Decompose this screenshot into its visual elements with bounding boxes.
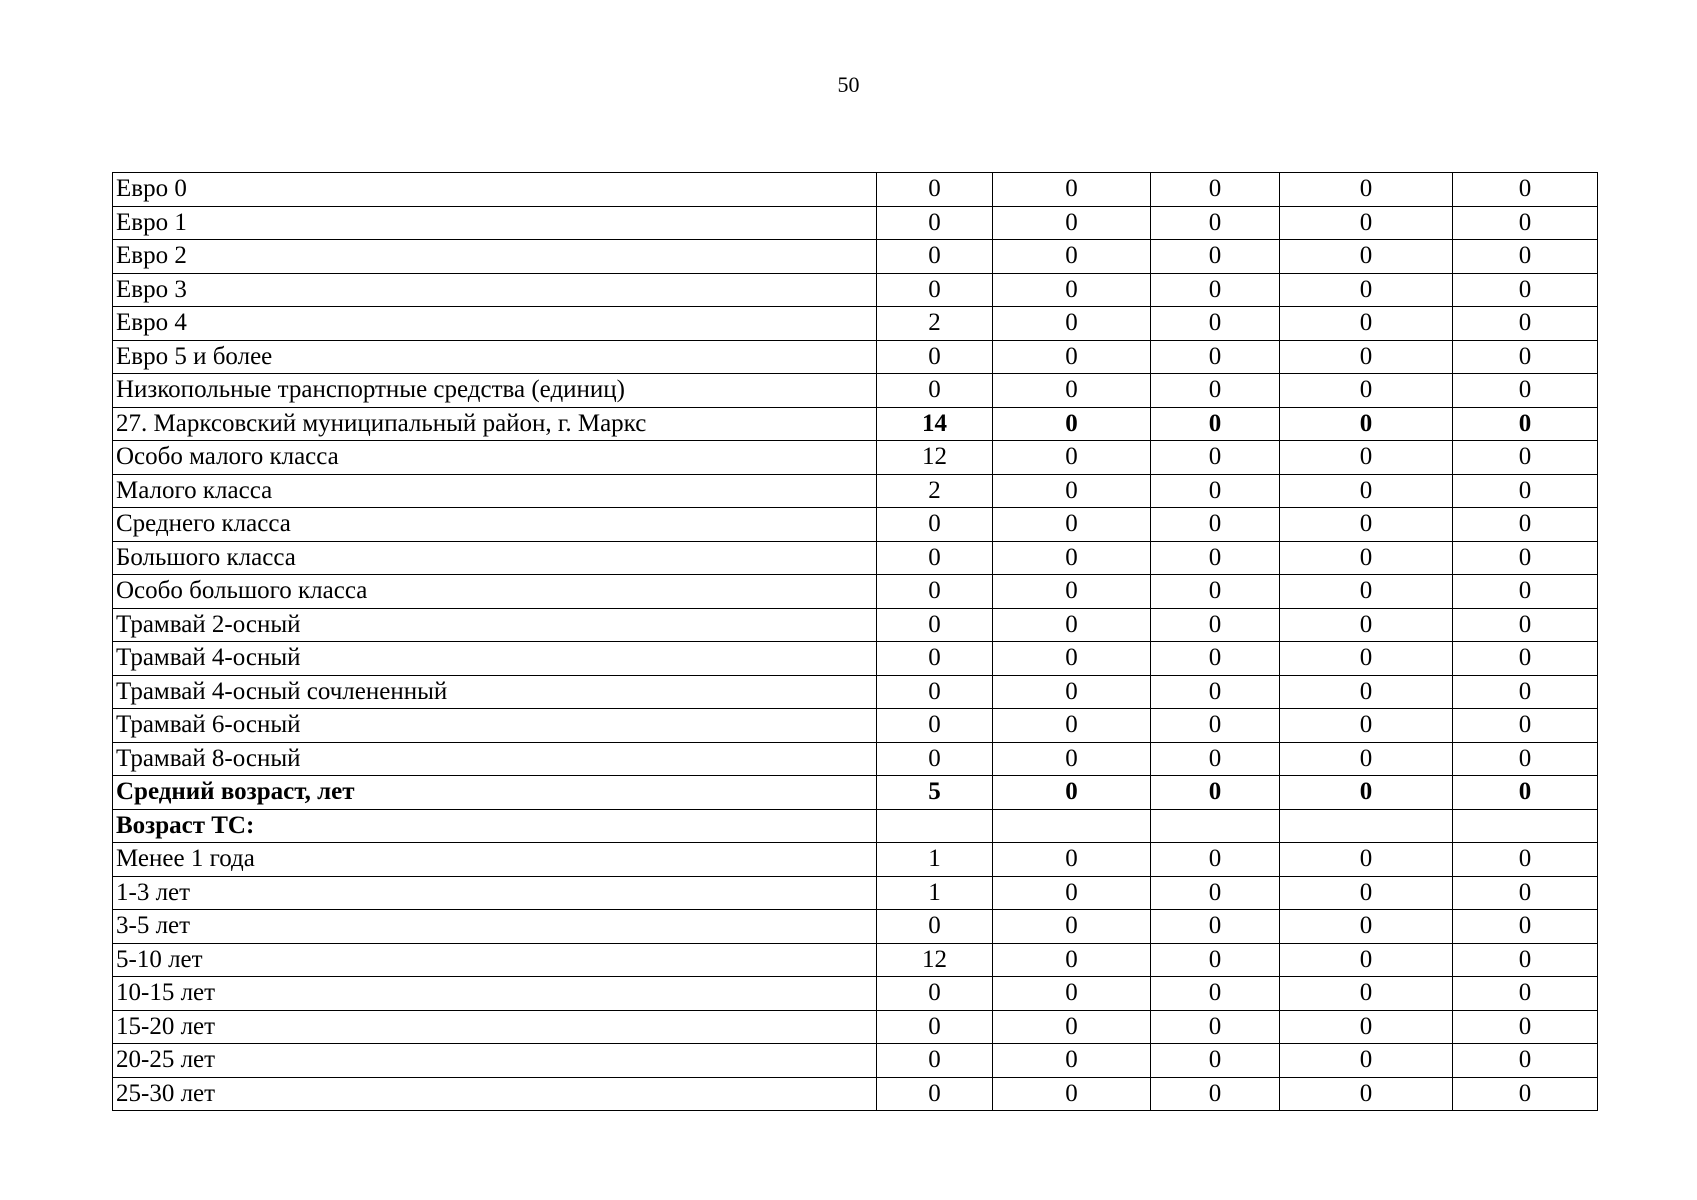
- table-row: [113, 240, 1598, 274]
- row-label: Средний возраст, лет: [113, 776, 877, 810]
- cell-value: 0: [1280, 206, 1453, 240]
- row-label: 5-10 лет: [113, 943, 877, 977]
- cell-value: 0: [1280, 240, 1453, 274]
- cell-value: 0: [993, 943, 1151, 977]
- table-row: [113, 575, 1598, 609]
- table-row: [113, 340, 1598, 374]
- table-row: [113, 1010, 1598, 1044]
- cell-value: 0: [993, 307, 1151, 341]
- cell-value: 0: [877, 173, 993, 207]
- cell-value: 0: [1151, 876, 1280, 910]
- cell-value: 0: [1151, 843, 1280, 877]
- cell-value: 0: [1453, 173, 1598, 207]
- row-label: 15-20 лет: [113, 1010, 877, 1044]
- cell-value: 0: [877, 608, 993, 642]
- cell-value: 0: [877, 742, 993, 776]
- cell-value: 0: [877, 240, 993, 274]
- cell-value: 0: [1453, 776, 1598, 810]
- row-label: Особо малого класса: [113, 441, 877, 475]
- cell-value: 0: [877, 541, 993, 575]
- cell-value: [877, 809, 993, 843]
- table-row: [113, 307, 1598, 341]
- cell-value: 0: [1280, 910, 1453, 944]
- cell-value: 0: [1151, 240, 1280, 274]
- page-number: 50: [837, 72, 860, 97]
- row-label: Трамвай 2-осный: [113, 608, 877, 642]
- row-label: Евро 2: [113, 240, 877, 274]
- cell-value: 0: [877, 508, 993, 542]
- cell-value: 0: [993, 1077, 1151, 1111]
- cell-value: 0: [1453, 1044, 1598, 1078]
- cell-value: 0: [993, 776, 1151, 810]
- cell-value: 0: [877, 910, 993, 944]
- row-label: Особо большого класса: [113, 575, 877, 609]
- cell-value: 0: [877, 575, 993, 609]
- cell-value: 0: [1453, 977, 1598, 1011]
- table-row: [113, 776, 1598, 810]
- row-label: 3-5 лет: [113, 910, 877, 944]
- cell-value: 0: [993, 977, 1151, 1011]
- cell-value: 0: [1453, 943, 1598, 977]
- table-row: [113, 910, 1598, 944]
- cell-value: 0: [1453, 508, 1598, 542]
- cell-value: 0: [877, 1044, 993, 1078]
- table-row: [113, 407, 1598, 441]
- table-body: [113, 173, 1598, 1111]
- cell-value: 0: [1453, 642, 1598, 676]
- cell-value: 0: [877, 340, 993, 374]
- cell-value: [993, 809, 1151, 843]
- cell-value: 2: [877, 474, 993, 508]
- cell-value: 0: [993, 206, 1151, 240]
- cell-value: 0: [1151, 173, 1280, 207]
- cell-value: 0: [1280, 642, 1453, 676]
- cell-value: 0: [1151, 675, 1280, 709]
- cell-value: 0: [1280, 508, 1453, 542]
- cell-value: 0: [1453, 608, 1598, 642]
- row-label: Евро 4: [113, 307, 877, 341]
- cell-value: 0: [993, 608, 1151, 642]
- table-row: [113, 709, 1598, 743]
- cell-value: 0: [1453, 474, 1598, 508]
- cell-value: 0: [1151, 642, 1280, 676]
- cell-value: 0: [877, 273, 993, 307]
- row-label: 20-25 лет: [113, 1044, 877, 1078]
- cell-value: 0: [1280, 1010, 1453, 1044]
- cell-value: 0: [1453, 575, 1598, 609]
- cell-value: 0: [993, 240, 1151, 274]
- cell-value: 0: [1280, 575, 1453, 609]
- cell-value: 0: [1151, 441, 1280, 475]
- row-label: 10-15 лет: [113, 977, 877, 1011]
- cell-value: 0: [1453, 843, 1598, 877]
- cell-value: 0: [877, 374, 993, 408]
- table-row: [113, 374, 1598, 408]
- cell-value: 0: [1280, 709, 1453, 743]
- cell-value: 0: [1280, 843, 1453, 877]
- cell-value: 14: [877, 407, 993, 441]
- row-label: Трамвай 6-осный: [113, 709, 877, 743]
- table-row: [113, 809, 1598, 843]
- cell-value: 0: [1280, 742, 1453, 776]
- table-row: [113, 1044, 1598, 1078]
- cell-value: 0: [993, 642, 1151, 676]
- cell-value: 0: [1453, 910, 1598, 944]
- cell-value: 0: [1151, 910, 1280, 944]
- row-label: Евро 0: [113, 173, 877, 207]
- table-row: [113, 508, 1598, 542]
- cell-value: 0: [1453, 374, 1598, 408]
- cell-value: 0: [993, 575, 1151, 609]
- cell-value: 0: [993, 441, 1151, 475]
- cell-value: 0: [993, 709, 1151, 743]
- cell-value: 0: [877, 1077, 993, 1111]
- table-row: [113, 1077, 1598, 1111]
- row-label: 27. Марксовский муниципальный район, г. Маркс: [113, 407, 877, 441]
- cell-value: 0: [1280, 474, 1453, 508]
- cell-value: 5: [877, 776, 993, 810]
- cell-value: 0: [1453, 1077, 1598, 1111]
- cell-value: 0: [993, 1044, 1151, 1078]
- cell-value: 0: [993, 508, 1151, 542]
- cell-value: 0: [1280, 541, 1453, 575]
- cell-value: 1: [877, 876, 993, 910]
- row-label: Трамвай 4-осный сочлененный: [113, 675, 877, 709]
- cell-value: 0: [993, 273, 1151, 307]
- table-row: [113, 273, 1598, 307]
- cell-value: 0: [993, 843, 1151, 877]
- cell-value: 0: [1151, 541, 1280, 575]
- cell-value: 12: [877, 943, 993, 977]
- cell-value: 0: [1151, 474, 1280, 508]
- cell-value: 0: [1453, 675, 1598, 709]
- table-row: [113, 173, 1598, 207]
- cell-value: 0: [993, 876, 1151, 910]
- cell-value: 0: [1151, 608, 1280, 642]
- table-row: [113, 441, 1598, 475]
- cell-value: 0: [993, 173, 1151, 207]
- cell-value: 0: [993, 675, 1151, 709]
- cell-value: 0: [993, 407, 1151, 441]
- cell-value: 0: [1280, 340, 1453, 374]
- cell-value: 0: [993, 374, 1151, 408]
- cell-value: 0: [1280, 608, 1453, 642]
- cell-value: 0: [1151, 1044, 1280, 1078]
- row-label: Малого класса: [113, 474, 877, 508]
- cell-value: 0: [1453, 742, 1598, 776]
- cell-value: 0: [1280, 441, 1453, 475]
- cell-value: 0: [993, 340, 1151, 374]
- cell-value: 0: [1280, 675, 1453, 709]
- cell-value: 0: [1151, 977, 1280, 1011]
- cell-value: 0: [1280, 776, 1453, 810]
- table-row: [113, 977, 1598, 1011]
- cell-value: 0: [1151, 307, 1280, 341]
- cell-value: [1151, 809, 1280, 843]
- cell-value: 0: [1280, 943, 1453, 977]
- cell-value: 1: [877, 843, 993, 877]
- cell-value: 12: [877, 441, 993, 475]
- cell-value: 0: [1280, 407, 1453, 441]
- cell-value: 0: [1453, 240, 1598, 274]
- cell-value: 0: [1280, 876, 1453, 910]
- row-label: Трамвай 8-осный: [113, 742, 877, 776]
- row-label: Большого класса: [113, 541, 877, 575]
- cell-value: 0: [1151, 742, 1280, 776]
- cell-value: 0: [993, 1010, 1151, 1044]
- row-label: Евро 5 и более: [113, 340, 877, 374]
- table-row: [113, 608, 1598, 642]
- cell-value: 0: [1453, 709, 1598, 743]
- cell-value: 0: [1453, 541, 1598, 575]
- row-label: 1-3 лет: [113, 876, 877, 910]
- table-row: [113, 642, 1598, 676]
- cell-value: 0: [993, 541, 1151, 575]
- table-row: [113, 474, 1598, 508]
- row-label: 25-30 лет: [113, 1077, 877, 1111]
- cell-value: 0: [877, 709, 993, 743]
- cell-value: 0: [1280, 977, 1453, 1011]
- cell-value: 0: [1280, 374, 1453, 408]
- table-row: [113, 943, 1598, 977]
- cell-value: 0: [1453, 441, 1598, 475]
- table-row: [113, 876, 1598, 910]
- cell-value: 0: [1453, 876, 1598, 910]
- cell-value: 0: [1453, 273, 1598, 307]
- cell-value: 0: [1280, 307, 1453, 341]
- cell-value: [1453, 809, 1598, 843]
- cell-value: 0: [1151, 943, 1280, 977]
- cell-value: 0: [1151, 776, 1280, 810]
- row-label: Низкопольные транспортные средства (единиц): [113, 374, 877, 408]
- cell-value: 0: [1453, 307, 1598, 341]
- cell-value: 0: [877, 206, 993, 240]
- cell-value: 0: [1453, 340, 1598, 374]
- row-label: Менее 1 года: [113, 843, 877, 877]
- cell-value: 0: [1151, 508, 1280, 542]
- cell-value: 0: [993, 474, 1151, 508]
- cell-value: 0: [1280, 173, 1453, 207]
- cell-value: 0: [1151, 575, 1280, 609]
- cell-value: 0: [1453, 206, 1598, 240]
- cell-value: 0: [1453, 1010, 1598, 1044]
- cell-value: 0: [1151, 374, 1280, 408]
- cell-value: 0: [1453, 407, 1598, 441]
- cell-value: 0: [1280, 1044, 1453, 1078]
- cell-value: 0: [993, 910, 1151, 944]
- cell-value: 0: [1151, 340, 1280, 374]
- row-label: Трамвай 4-осный: [113, 642, 877, 676]
- cell-value: 0: [1280, 273, 1453, 307]
- cell-value: 0: [877, 642, 993, 676]
- table-row: [113, 206, 1598, 240]
- cell-value: [1280, 809, 1453, 843]
- row-label: Среднего класса: [113, 508, 877, 542]
- cell-value: 0: [993, 742, 1151, 776]
- row-label: Евро 1: [113, 206, 877, 240]
- cell-value: 0: [1151, 1077, 1280, 1111]
- table-row: [113, 742, 1598, 776]
- cell-value: 0: [1151, 1010, 1280, 1044]
- cell-value: 0: [1151, 273, 1280, 307]
- table-row: [113, 843, 1598, 877]
- row-label: Возраст ТС:: [113, 809, 877, 843]
- cell-value: 2: [877, 307, 993, 341]
- data-table: [112, 172, 1598, 1111]
- cell-value: 0: [1151, 709, 1280, 743]
- cell-value: 0: [877, 977, 993, 1011]
- cell-value: 0: [1151, 206, 1280, 240]
- row-label: Евро 3: [113, 273, 877, 307]
- cell-value: 0: [877, 1010, 993, 1044]
- cell-value: 0: [1280, 1077, 1453, 1111]
- cell-value: 0: [877, 675, 993, 709]
- table-row: [113, 541, 1598, 575]
- cell-value: 0: [1151, 407, 1280, 441]
- table-row: [113, 675, 1598, 709]
